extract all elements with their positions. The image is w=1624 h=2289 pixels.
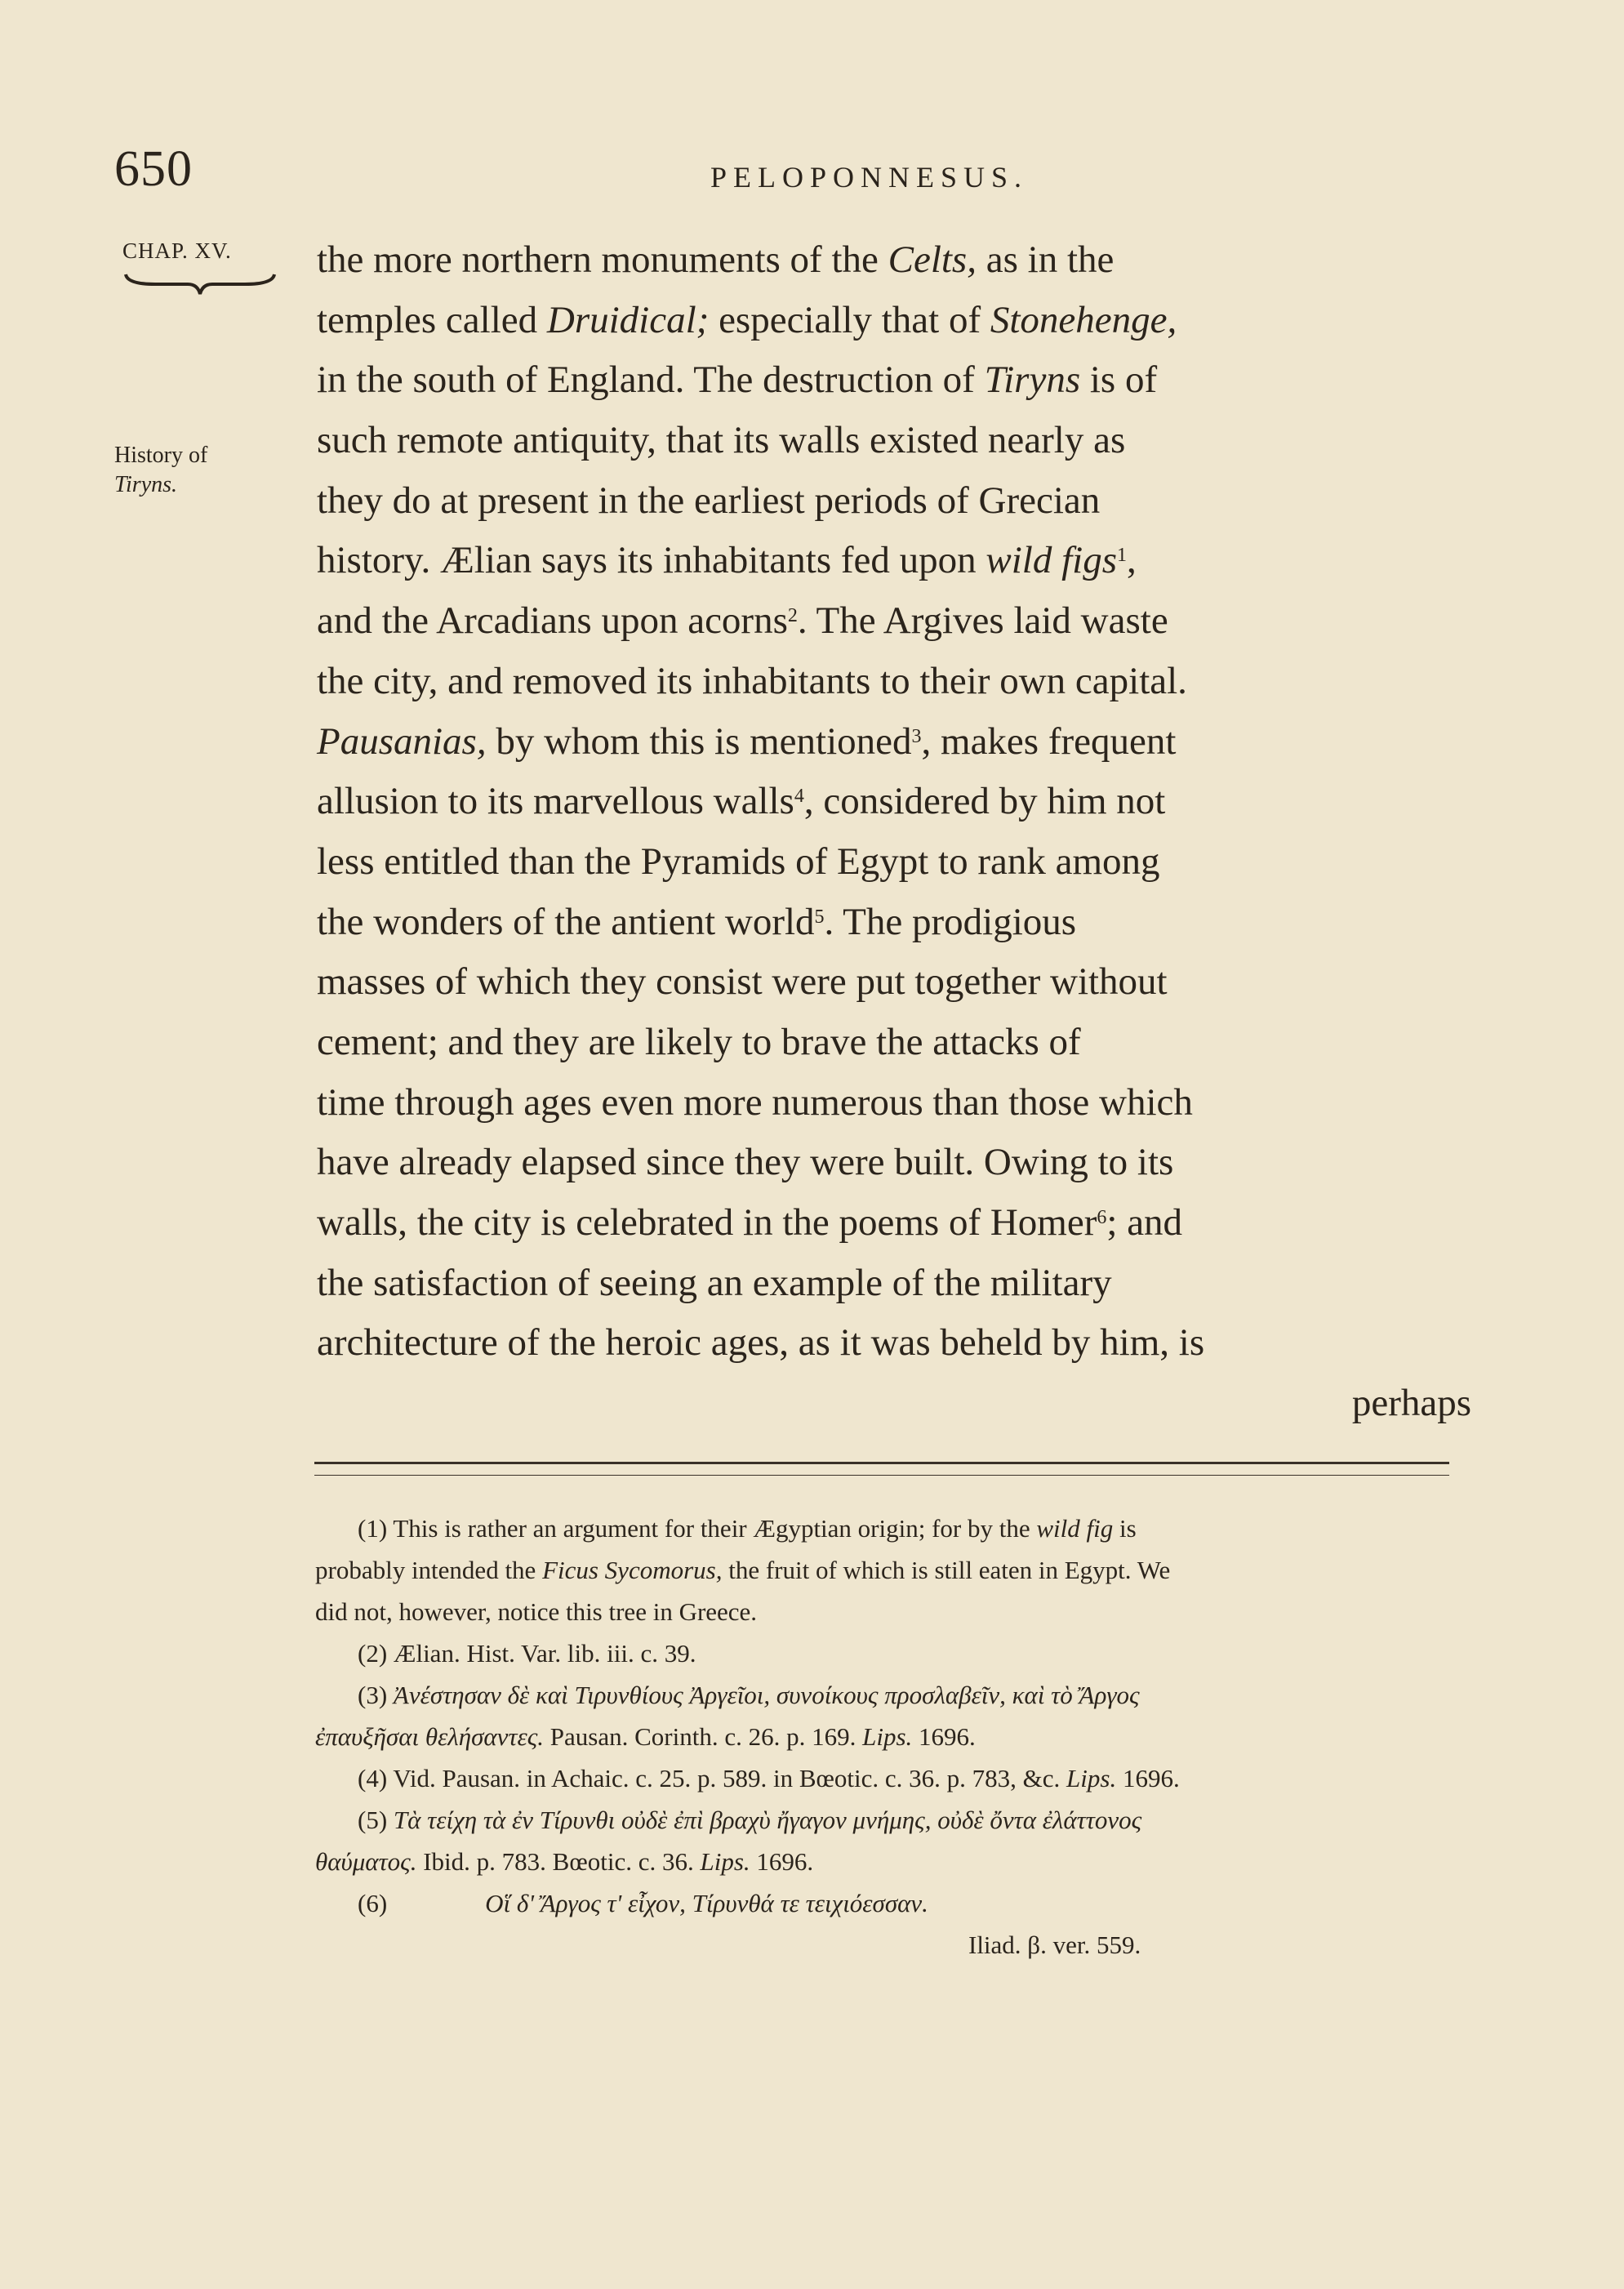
body-line: the more northern monuments of the Celts, as in the bbox=[317, 238, 1115, 281]
running-title: PELOPONNESUS. bbox=[710, 161, 1029, 194]
footnote-1-cont: probably intended the Ficus Sycomorus, the fruit of which is still eaten in Egypt. We bbox=[315, 1556, 1171, 1584]
body-line: cement; and they are likely to brave the attacks of bbox=[317, 1020, 1081, 1063]
footnote-3: (3) Ἀνέστησαν δὲ καὶ Τιρυνθίους Ἀργεῖοι, συνοίκους προσλαβεῖν, καὶ τὸ Ἄργος bbox=[358, 1681, 1140, 1709]
footnote-rule bbox=[314, 1462, 1449, 1464]
footnote-ref: 2 bbox=[787, 605, 798, 627]
body-line: have already elapsed since they were built. Owing to its bbox=[317, 1141, 1174, 1184]
footnote-3-cont: ἐπαυξῆσαι θελήσαντες. Pausan. Corinth. c. 26. p. 169. Lips. 1696. bbox=[315, 1722, 976, 1751]
body-line: in the south of England. The destruction of Tiryns is of bbox=[317, 358, 1158, 402]
body-line: allusion to its marvellous walls$^4$, considered by him not bbox=[317, 780, 1166, 823]
chapter-label: CHAP. XV. bbox=[122, 238, 232, 263]
footnote-ref: 3 bbox=[911, 725, 922, 747]
body-line: temples called Druidical; especially that of Stonehenge, bbox=[317, 298, 1177, 341]
body-line: history. Ælian says its inhabitants fed upon wild figs$^1$, bbox=[317, 539, 1137, 582]
body-line: masses of which they consist were put together without bbox=[317, 960, 1168, 1004]
body-line: the satisfaction of seeing an example of the military bbox=[317, 1261, 1112, 1304]
body-text bbox=[317, 230, 1471, 1434]
footnote-ref: 4 bbox=[794, 786, 804, 808]
body-line: less entitled than the Pyramids of Egypt to rank among bbox=[317, 839, 1160, 883]
footnote-6-source: Iliad. β. ver. 559. bbox=[968, 1931, 1141, 1959]
page-number: 650 bbox=[114, 141, 193, 197]
footnote-1-cont: did not, however, notice this tree in Greece. bbox=[315, 1597, 758, 1626]
footnote-1: (1) This is rather an argument for their Ægyptian origin; for by the wild fig is bbox=[358, 1514, 1137, 1543]
chapter-brace-ornament bbox=[122, 268, 278, 301]
body-line: and the Arcadians upon acorns$^2$. The Argives laid waste bbox=[317, 599, 1168, 643]
margin-note-history bbox=[114, 441, 207, 500]
body-line: the wonders of the antient world$^5$. The prodigious bbox=[317, 900, 1077, 943]
body-line: Pausanias, by whom this is mentioned$^3$, makes frequent bbox=[317, 719, 1177, 763]
margin-note-line1: History of bbox=[114, 443, 208, 468]
body-line: such remote antiquity, that its walls existed nearly as bbox=[317, 419, 1126, 462]
footnote-2: (2) Ælian. Hist. Var. lib. iii. c. 39. bbox=[358, 1639, 696, 1668]
footnote-4: (4) Vid. Pausan. in Achaic. c. 25. p. 589. in Bœotic. c. 36. p. 783, &c. Lips. 1696. bbox=[358, 1764, 1180, 1792]
footnote-ref: 5 bbox=[814, 906, 825, 928]
footnote-6: (6) Οἵ δ' Ἄργος τ' εἶχον, Τίρυνθά τε τειχιόεσσαν. bbox=[358, 1889, 928, 1917]
margin-note-line2: Tiryns. bbox=[114, 472, 178, 497]
footnote-ref: 6 bbox=[1097, 1207, 1107, 1228]
catchword: perhaps bbox=[1351, 1382, 1471, 1425]
body-line: they do at present in the earliest periods of Grecian bbox=[317, 479, 1101, 522]
footnote-rule-thin bbox=[314, 1475, 1449, 1476]
footnote-5-cont: θαύματος. Ibid. p. 783. Bœotic. c. 36. Lips. 1696. bbox=[315, 1847, 814, 1876]
footnote-5: (5) Τὰ τείχη τὰ ἐν Τίρυνθι οὐδὲ ἐπὶ βραχὺ ἤγαγον μνήμης, οὐδὲ ὄντα ἐλάττονος bbox=[358, 1806, 1142, 1834]
footnotes bbox=[315, 1507, 1475, 1966]
body-line: walls, the city is celebrated in the poems of Homer$^6$; and bbox=[317, 1201, 1183, 1244]
footnote-ref: 1 bbox=[1117, 545, 1128, 567]
body-line: time through ages even more numerous than those which bbox=[317, 1080, 1193, 1124]
body-line: architecture of the heroic ages, as it was beheld by him, is bbox=[317, 1321, 1205, 1365]
body-line: the city, and removed its inhabitants to their own capital. bbox=[317, 659, 1187, 702]
